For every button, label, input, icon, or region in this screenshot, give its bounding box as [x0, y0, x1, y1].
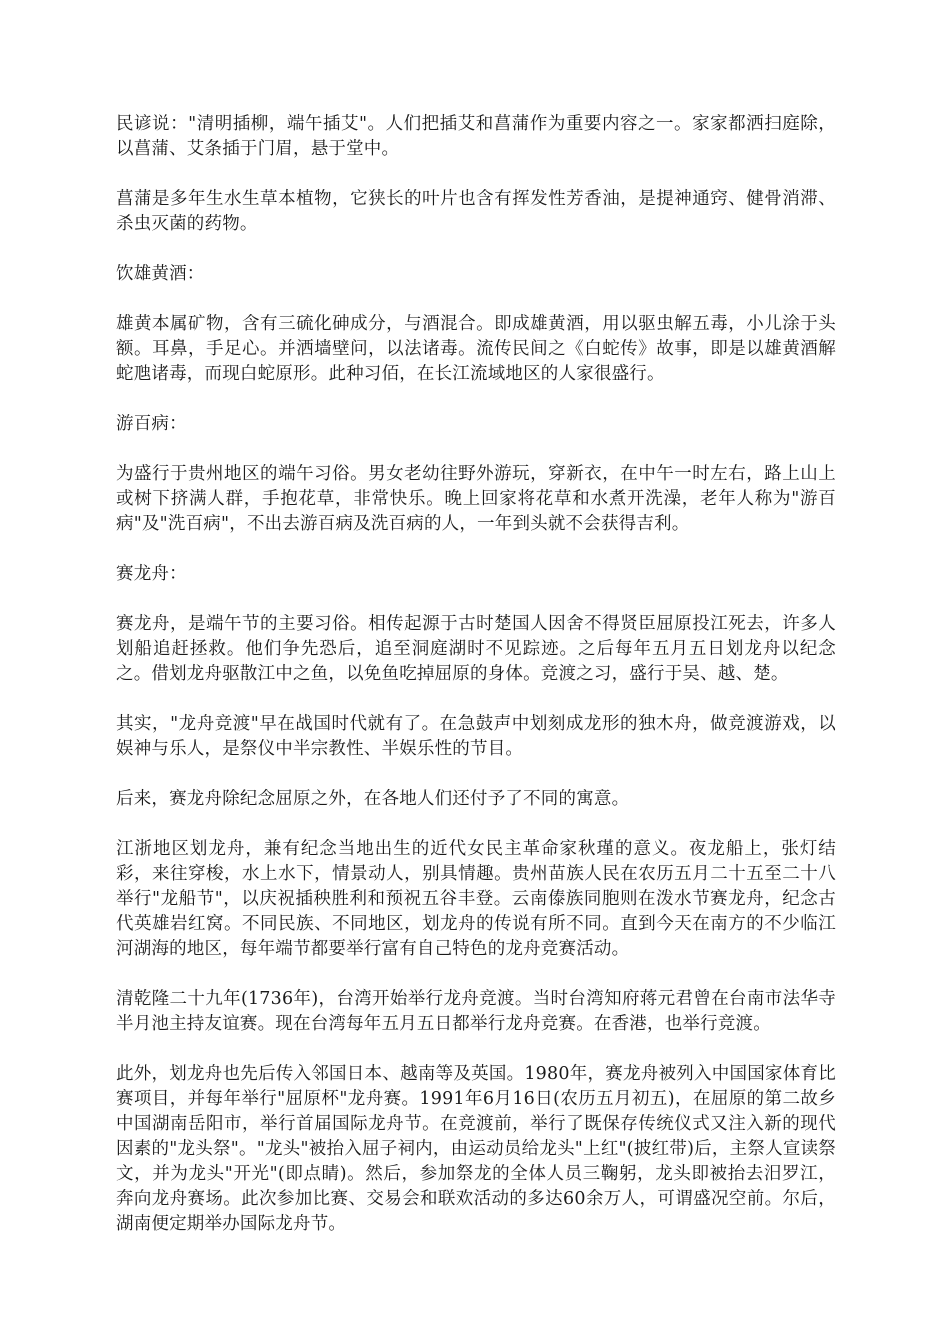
document-body [116, 112, 836, 1237]
paragraph-dragon-boat-regions: 江浙地区划龙舟，兼有纪念当地出生的近代女民主革命家秋瑾的意义。夜龙船上，张灯结彩，来往穿梭，水上水下，情景动人，别具情趣。贵州苗族人民在农历五月二十五至二十八举行"龙船节"，以庆祝插秧胜利和预祝五谷丰登。云南傣族同胞则在泼水节赛龙舟，纪念古代英雄岩红窝。不同民族、不同地区，划龙舟的传说有所不同。直到今天在南方的不少临江河湖海的地区，每年端节都要举行富有自己特色的龙舟竞赛活动。 [116, 839, 836, 959]
paragraph-calamus: 菖蒲是多年生水生草本植物，它狭长的叶片也含有挥发性芳香油，是提神通窍、健骨消滞、杀虫灭菌的药物。 [116, 189, 836, 234]
paragraph-realgar-wine: 雄黄本属矿物，含有三硫化砷成分，与酒混合。即成雄黄酒，用以驱虫解五毒，小儿涂于头额。耳鼻，手足心。并洒墙壁问，以法诸毒。流传民间之《白蛇传》故事，即是以雄黄酒解蛇虺诸毒，而现白蛇原形。此种习佰，在长江流域地区的人家很盛行。 [116, 314, 836, 384]
paragraph-dragon-boat-taiwan: 清乾隆二十九年(1736年)，台湾开始举行龙舟竞渡。当时台湾知府蒋元君曾在台南市法华寺半月池主持友谊赛。现在台湾每年五月五日都举行龙舟竞赛。在香港，也举行竞渡。 [116, 989, 836, 1034]
paragraph-dragon-boat-international: 此外，划龙舟也先后传入邻国日本、越南等及英国。1980年，赛龙舟被列入中国国家体育比赛项目，并每年举行"屈原杯"龙舟赛。1991年6月16日(农历五月初五)，在屈原的第二故乡中国湖南岳阳市，举行首届国际龙舟节。在竞渡前，举行了既保存传统仪式又注入新的现代因素的"龙头祭"。"龙头"被抬入屈子祠内，由运动员给龙头"上红"(披红带)后，主祭人宣读祭文，并为龙头"开光"(即点睛)。然后，参加祭龙的全体人员三鞠躬，龙头即被抬去汨罗江，奔向龙舟赛场。此次参加比赛、交易会和联欢活动的多达60余万人，可谓盛况空前。尔后，湖南便定期举办国际龙舟节。 [116, 1064, 836, 1234]
paragraph-you-bai-bing: 为盛行于贵州地区的端午习俗。男女老幼往野外游玩，穿新衣，在中午一时左右，路上山上或树下挤满人群，手抱花草，非常快乐。晚上回家将花草和水煮开洗澡，老年人称为"游百病"及"洗百病"，不出去游百病及洗百病的人，一年到头就不会获得吉利。 [116, 464, 836, 534]
heading-you-bai-bing: 游百病： [116, 414, 187, 434]
paragraph-dragon-boat-origin: 赛龙舟，是端午节的主要习俗。相传起源于古时楚国人因舍不得贤臣屈原投江死去，许多人划船追赶拯救。他们争先恐后，追至洞庭湖时不见踪迹。之后每年五月五日划龙舟以纪念之。借划龙舟驱散江中之鱼，以免鱼吃掉屈原的身体。竞渡之习，盛行于吴、越、楚。 [116, 614, 836, 684]
paragraph-dragon-boat-warring-states: 其实，"龙舟竞渡"早在战国时代就有了。在急鼓声中划刻成龙形的独木舟，做竞渡游戏，以娱神与乐人，是祭仪中半宗教性、半娱乐性的节目。 [116, 714, 836, 759]
paragraph-insert-mugwort: 民谚说："清明插柳，端午插艾"。人们把插艾和菖蒲作为重要内容之一。家家都洒扫庭除，以菖蒲、艾条插于门眉，悬于堂中。 [116, 114, 836, 159]
heading-realgar-wine: 饮雄黄酒： [116, 264, 205, 284]
paragraph-dragon-boat-meanings: 后来，赛龙舟除纪念屈原之外，在各地人们还付予了不同的寓意。 [116, 789, 630, 809]
heading-dragon-boat: 赛龙舟： [116, 564, 187, 584]
